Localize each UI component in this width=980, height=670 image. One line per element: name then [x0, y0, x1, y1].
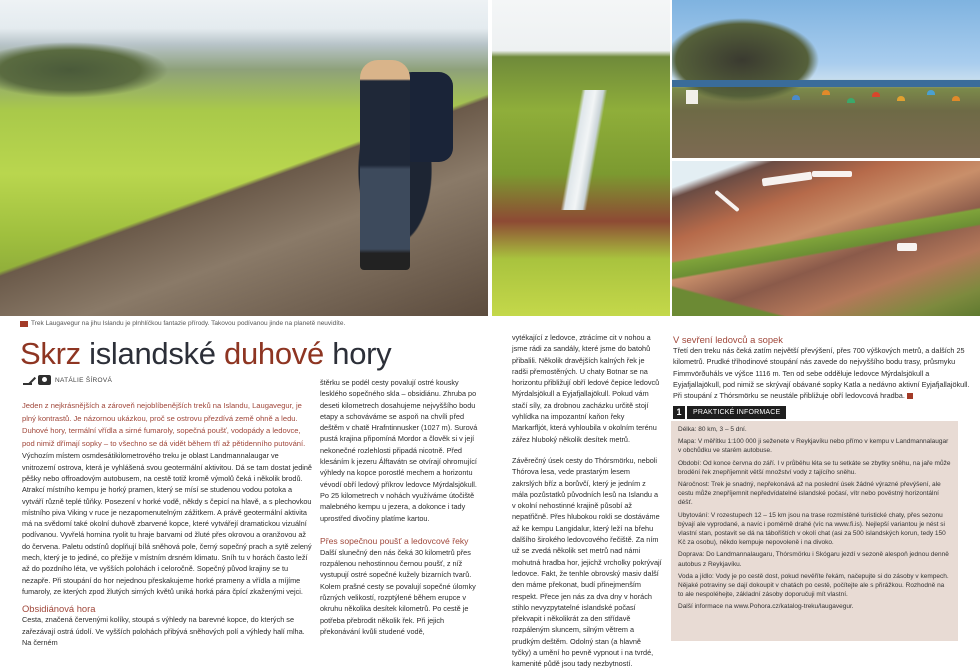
photo-campsite	[672, 0, 980, 158]
article-column-1	[22, 400, 312, 648]
subheading: Obsidiánová hora	[22, 603, 96, 615]
snow-patch	[762, 172, 813, 187]
info-item-map: Mapa: V měřítku 1:100 000 ji seženete v Reykjavíku nebo přímo v kempu v Landmannalaugar v obchůdku ve starém autobuse.	[678, 438, 949, 455]
body-paragraph: Závěrečný úsek cesty do Thórsmörku, neboli Thórova lesa, vede prastarým lesem zakrslých bříz a borůvčí, který je jedním z mála pozůstatků původních lesů na Islandu a v okolní nehostinné krajině působí až nepatřičně. Přes hlubokou rokli se dostáváme až ke kempu Langidalur, který leží na břehu dalšího širokého ledovcového řečiště. Za ním už se zvedá několik set metrů nad námi mohutná hradba hor, jejichž vrcholky pokrývají ledovce. Fakt, že tenhle obrovský masiv další den máme překonat, budí přinejmenším respekt. Přece jen nás za dva dny v horách stihlo nevyzpytatelné islandské počasí překvapit i několikrát za den střídavě rozpáleným sluncem, silným větrem a prudkým deštěm. Odolný stan (a hlavně tyčky) a umění ho pevně vypnout i na tvrdé, kamenité půdě jsou tady nezbytností.	[512, 455, 662, 669]
info-item-water-food: Voda a jídlo: Vody je po cestě dost, pokud nevěříte řekám, načepujte si do zásoby v kempech. Nějaké potraviny se dají dokoupit v chatách po cestě, počítejte ale s přirážkou. Rozhodně na to ale nespoléhejte, základní zásoby doporučuji mít vlastní.	[678, 572, 949, 599]
article-column-4	[673, 334, 971, 401]
infobox-header	[673, 406, 786, 419]
hiker-figure	[360, 60, 410, 270]
photo-hiker-valley	[0, 0, 488, 316]
camera-icon	[38, 375, 51, 385]
body-text: Třetí den treku nás čeká zatím největší převýšení, přes 700 výškových metrů, a dalších 25 kilometrů. Prudké tříhodinové stoupání nás zavede do nejvyššího bodu trasy, průsmyku Fimmvörðuháls ve výšce 1116 m. Ten od sebe odděluje ledovce Mýrdalsjökull a Eyjafjallajökull, pod nimiž se skrývají obávané sopky Katla a nedávno aktivní Eyjafjallajökull. Při stoupání z Thórsmörku se neustále přibližuje obří ledovcová hradba.	[673, 346, 970, 401]
title-word: islandské	[89, 336, 216, 371]
snow-patch	[812, 171, 852, 177]
body-paragraph: vytékající z ledovce, ztrácíme cit v nohou a jsme rádi za sandály, které jsme do batohů přibalili. Několik dravějších kalných řek je radši přemostěných. U chaty Botnar se na horizontu přibližují obří ledové čepice ledovců Mýrdalsjökull a Eyjafjallajökull. Pokud vám stačí síly, za drobnou zacházku určitě stojí vyhlídka na impozantní kaňon řeky Markarfljót, která vyhloubila v okolním terénu zářez hluboký několik desítek metrů.	[512, 333, 660, 444]
info-item-transport: Doprava: Do Landmannalaugaru, Thórsmörku i Skógaru jezdí v sezoně alespoň jednou denně autobus z Reykjavíku.	[678, 551, 949, 568]
info-item-difficulty: Náročnost: Trek je snadný, nepřekonává až na poslední úsek žádné výrazné převýšení, ale cestu může znepříjemnit nepředvídatelné islandské počasí, vítr nebo pověstný horizontální déšť.	[678, 481, 941, 507]
snow-patch	[714, 190, 740, 212]
practical-info-box	[671, 421, 958, 641]
title-word: Skrz	[20, 336, 81, 371]
infobox-number: 1	[673, 406, 685, 419]
title-word: hory	[332, 336, 392, 371]
body-paragraph: Cesta, značená červenými kolíky, stoupá s výhledy na barevné kopce, do kterých se zařezávají ostrá údolí. Ve vyšších polohách přibývá sněhových polí a výhledy halí mlha. Na černém	[22, 615, 305, 647]
author-name: NATÁLIE ŠÍROVÁ	[55, 376, 113, 384]
body-paragraph	[673, 345, 971, 401]
caption-text: Trek Laugavegur na jihu Islandu je plnhlíčkou fantazie přírody. Takovou podívanou jinde na planetě neuvidíte.	[31, 320, 346, 327]
info-item-more-info: Další informace na www.Pohora.cz/katalog-treku/laugavegur.	[678, 603, 854, 611]
info-item-length: Délka: 80 km, 3 – 5 dní.	[678, 426, 747, 433]
end-mark-icon	[907, 393, 913, 399]
tent	[792, 95, 800, 100]
tent	[822, 90, 830, 95]
article-title	[20, 336, 391, 372]
title-word: duhové	[224, 336, 324, 371]
camera-caption-icon	[20, 321, 28, 327]
tent	[872, 92, 880, 97]
info-item-season: Období: Od konce června do září. I v průběhu léta se tu setkáte se zbytky sněhu, na jaře může brodění řek znepříjemnit větší množství vody z tajícího sněhu.	[678, 459, 951, 476]
tent	[897, 96, 905, 101]
tent	[927, 90, 935, 95]
article-column-2	[320, 377, 478, 637]
tent	[952, 96, 960, 101]
snow-patch	[897, 243, 917, 251]
body-paragraph: štěrku se podél cesty povalují ostré kousky lesklého sopečného skla – obsidiánu. Zhruba po deseti kilometrech dosahujeme nejvyššího bodu etapy a schováváme se aspoň na chvíli před deštěm v chatě Hrafntinnusker (1027 m). Surová pustá krajina připomíná Mordor a člověk si v její nekonečné rozlehlosti připadá nicotně. Před klesáním k jezeru Álftavátn se otvírají ohromující výhledy na kopce porostlé mechem a horizontu vévodí obří ledový příkrov ledovce Mýrdalsjökull. Po 25 kilometrech v nohách využíváme útočiště malebného kempu u jezera, a dokonce i tady uprostřed divočiny platíme kartou.	[320, 378, 478, 523]
subheading: Přes sopečnou poušť a ledovcové řeky	[320, 535, 469, 546]
body-paragraph: Výchozím místem osmdesátikilometrového treku je oblast Landmannalaugar ve vnitrozemí ostrova, která je vyhlášená svou geotermální aktivitou. Dá se tam dostat jedině pěšky nebo offroadovým autobusem, na cestě totiž kromě výmolů čeká i několik brodů. Atrakcí místního kempu je horký pramen, který se mísí se studenou vodou potoka a vytváří různě teplé tůňky. Posezení v horké vodě, někdy s čepicí na hlavě, a s plechovkou místního piva Viking v ruce je nezapomenutelným zážitkem. A právě geotermální aktivita má na svědomí také okolní duhově zbarvené kopce, které vytvářejí dramatickou vizuální podívanou. Vyvřelá hornina ryolit tu hraje barvami od žluté přes okrovou a oranžovou až do červena. Paletu odstínů doplňují bílá sněhová pole, černý sopečný prach a sytě zelený mech, který je to jediné, co přežije v místním drsném klimatu. Sníh tu v horách často leží až do pozdního léta, ve vyšších polohách i celoročně. Sopečný původ krajiny se tu nezapře. Při stoupání do hor nejednou přeskakujeme horké prameny a vřídla a míjíme fumaroly, ze kterých zpod žlutých sirných květů uniká horká pára čpící zkaženými vejci.	[22, 451, 312, 596]
photo-caption	[20, 320, 345, 327]
info-item-accommodation: Ubytování: V rozestupech 12 – 15 km jsou na trase rozmístěné turistické chaty, přes sezonu bývají ale vyprodané, a navíc i poměrně drahé (víc na www.fi.is). Nejlepší variantou je nést si vlastní stan, postavit se dá na tábořištích v okolí chat (asi za 500 islandských korun, tedy 150 Kč za osobu), někdo kempuje nepovoleně i na divoko.	[678, 511, 946, 547]
photo-rainbow-mountains	[672, 161, 980, 316]
subheading: V sevření ledovců a sopek	[673, 334, 783, 345]
lead-paragraph: Jeden z nejkrásnějších a zároveň nejoblíbenějších treků na Islandu, Laugavegur, je plný kontrastů. Je názornou ukázkou, proč se ostrovu přezdívá země ohně a ledu. Duhové hory, termální vřídla a sirné fumaroly, sopečná poušť, vodopády a ledovce, pod nimiž dřímají sopky – to všechno se dá vidět během tří až pětidenního putování.	[22, 401, 306, 448]
photo-waterfall	[492, 0, 670, 316]
byline	[22, 375, 112, 385]
hut-shape	[686, 90, 698, 104]
infobox-title: PRAKTICKÉ INFORMACE	[687, 406, 786, 419]
tent	[847, 98, 855, 103]
pen-icon	[22, 375, 34, 385]
article-column-3	[512, 332, 662, 670]
body-paragraph: Další slunečný den nás čeká 30 kilometrů přes rozpálenou nehostinnou černou poušť, z níž vystupují ostré sopečné kužely bizarních tvarů. Kolem prašné cesty se povalují sopečné úlomky různých velikostí, rozptýlené během erupce v okruhu několika desítek kilometrů. Po cestě je potřeba přebrodit několik řek. Při jejich překonávání kvůli studené vodě,	[320, 547, 476, 636]
